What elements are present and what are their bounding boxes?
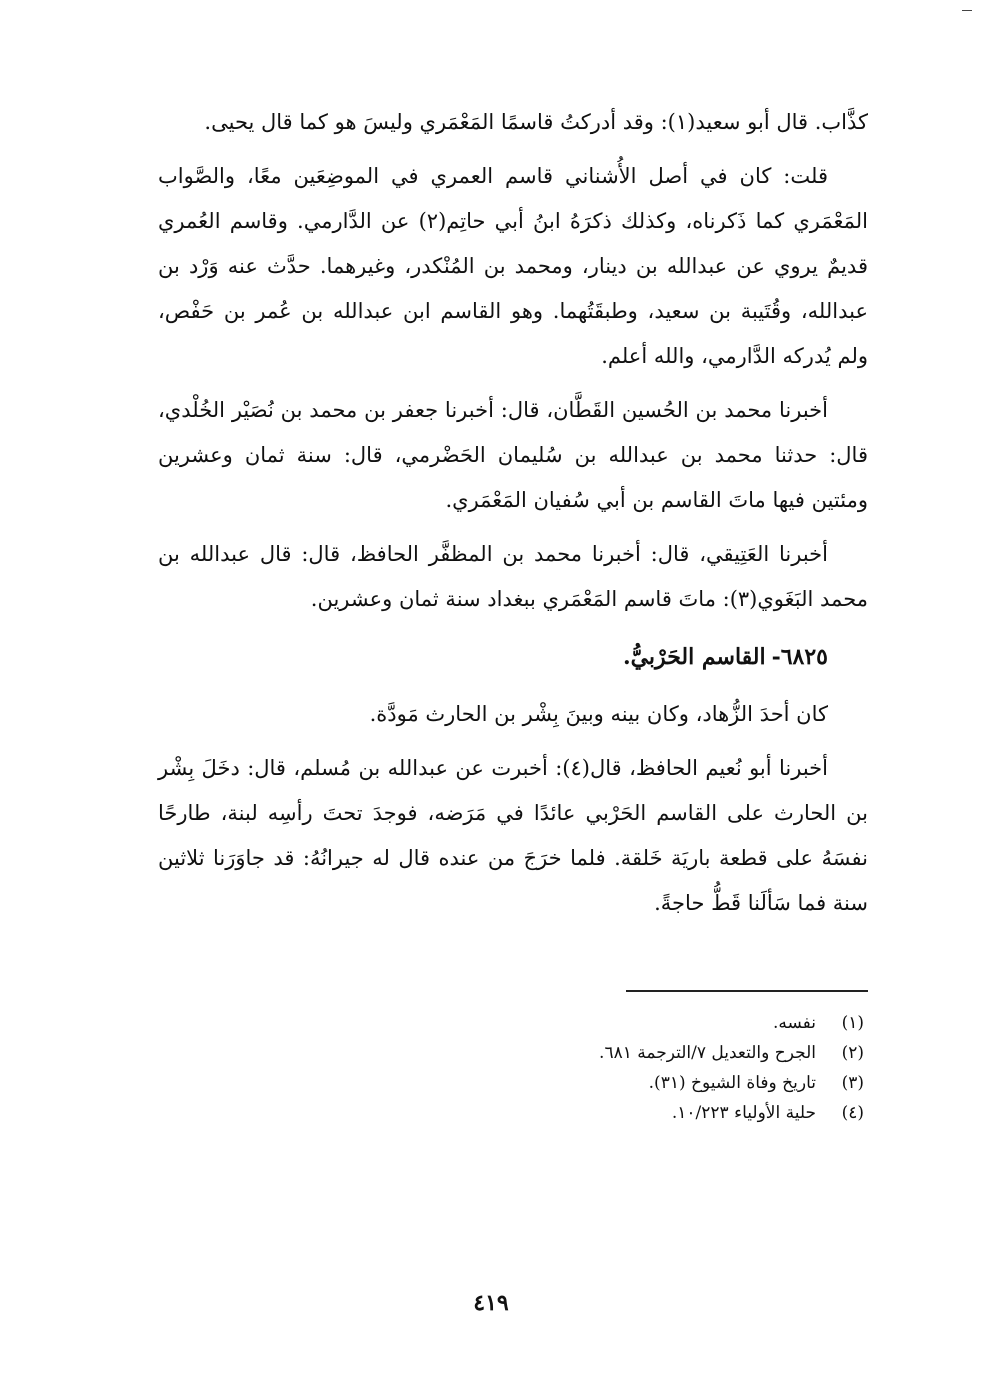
footnote-text: تاريخ وفاة الشيوخ (٣١).: [648, 1073, 816, 1093]
entry-heading: [158, 630, 868, 684]
footnote-number: (٣): [841, 1073, 864, 1093]
footnotes: [364, 1008, 864, 1128]
entry-number: ٦٨٢٥-: [771, 644, 828, 670]
footnote-number: (٢): [841, 1043, 864, 1063]
page-number: ٤١٩: [473, 1290, 509, 1316]
main-text: [158, 100, 868, 926]
paragraph-3: أخبرنا محمد بن الحُسين القَطَّان، قال: أخبرنا جعفر بن محمد بن نُصَيْر الخُلْدي، قال: حدثنا محمد بن عبدالله بن سُليمان الحَضْرمي، قال: سنة ثمان وعشرين ومئتين فيها ماتَ القاسم بن أبي سُفيان المَعْمَري.: [158, 398, 868, 512]
paragraph-1: كذَّاب. قال أبو سعيد(١): وقد أدركتُ قاسمًا المَعْمَري وليسَ هو كما قال يحيى.: [204, 110, 868, 134]
footnote-3: [364, 1068, 864, 1098]
paragraph-5: كان أحدَ الزُّهاد، وكان بينه وبينَ بِشْر بن الحارث مَودَّة.: [369, 702, 828, 726]
footnote-text: نفسه.: [772, 1013, 816, 1033]
paragraph-6: أخبرنا أبو نُعيم الحافظ، قال(٤): أخبرت عن عبدالله بن مُسلم، قال: دخَلَ بِشْر بن الحارث على القاسم الحَرْبي عائدًا في مَرَضه، فوجدَ تحتَ رأسِه لبنة، طارحًا نفسَهُ على قطعة باريَة خَلقة. فلما خرَجَ من عنده قال له جيرانُهُ: قد جاوَرَنا ثلاثين سنة فما سَألَنا قَطُّ حاجةً.: [158, 756, 868, 915]
footnote-number: (١): [841, 1013, 864, 1033]
paragraph-4: أخبرنا العَتِيقي، قال: أخبرنا محمد بن المظفَّر الحافظ، قال: قال عبدالله بن محمد البَغَوي(٣): ماتَ قاسم المَعْمَري ببغداد سنة ثمان وعشرين.: [158, 542, 868, 611]
entry-title: القاسم الحَرْبيُّ.: [622, 644, 766, 670]
footnote-1: [364, 1008, 864, 1038]
footnote-divider: [626, 990, 868, 992]
footnote-number: (٤): [841, 1103, 864, 1123]
footnote-4: [364, 1098, 864, 1128]
scan-mark: [962, 10, 972, 11]
paragraph-2: قلت: كان في أصل الأُشناني قاسم العمري في الموضِعَين معًا، والصَّواب المَعْمَري كما ذَكرناه، وكذلك ذكرَهُ ابنُ أبي حاتِم(٢) عن الدَّارمي. وقاسم العُمري قديمٌ يروي عن عبدالله بن دينار، ومحمد بن المُنْكدر، وغيرهما. حدَّث عنه وَرْد بن عبدالله، وقُتَيبة بن سعيد، وطبقَتُهما. وهو القاسم ابن عبدالله بن عُمر بن حَفْص، ولم يُدركه الدَّارمي، والله أعلم.: [158, 164, 868, 368]
footnote-text: الجرح والتعديل ٧/الترجمة ٦٨١.: [599, 1043, 816, 1063]
footnote-2: [364, 1038, 864, 1068]
footnote-text: حلية الأولياء ١٠/٢٢٣.: [671, 1103, 816, 1123]
